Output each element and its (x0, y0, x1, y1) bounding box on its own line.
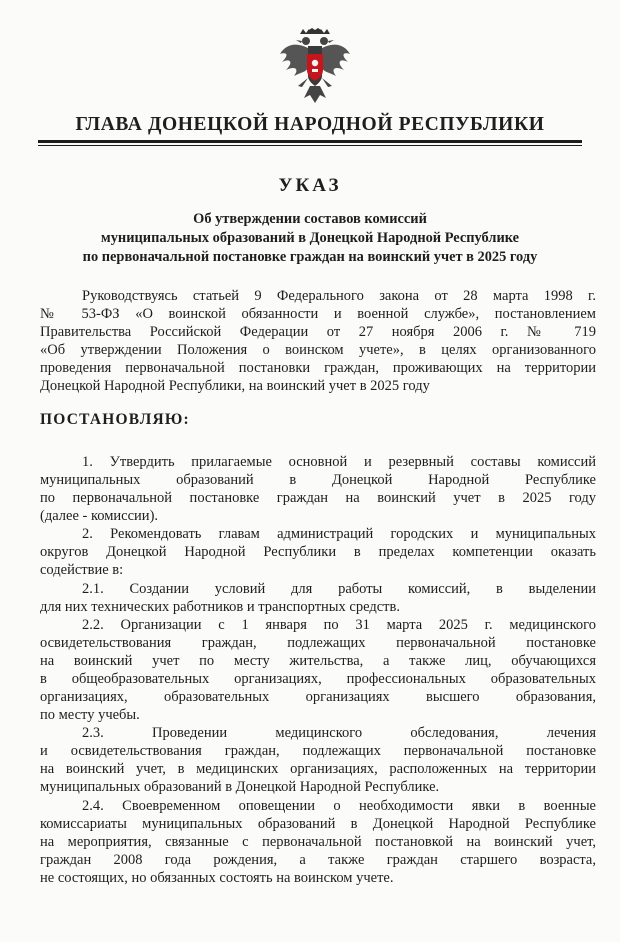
body-line: комиссариаты муниципальных образований в Донецкой Народной Республике (40, 816, 596, 832)
preamble-line: Донецкой Народной Республики, на воинский учет в 2025 году (40, 378, 430, 394)
decree-heading: ПОСТАНОВЛЯЮ: (40, 411, 190, 428)
body-line: для них технических работников и транспортных средств. (40, 599, 400, 615)
document-type: УКАЗ (278, 175, 342, 196)
coat-of-arms-emblem (278, 28, 352, 110)
body-line: 2.4. Своевременном оповещении о необходимости явки в военные (82, 798, 596, 814)
body-line: в общеобразовательных организациях, профессиональных образовательных (40, 671, 596, 687)
title-line: по первоначальной постановке граждан на воинский учет в 2025 году (82, 249, 538, 265)
preamble-line: Правительства Российской Федерации от 27 ноября 2006 г. № 719 (40, 324, 596, 340)
header-divider-thin (38, 145, 582, 146)
body-line: 2.1. Создании условий для работы комиссий, в выделении (82, 581, 596, 597)
body-line: на мероприятия, связанные с первоначальной постановкой на воинский учет, (40, 834, 596, 850)
body-line: не состоящих, но обязанных состоять на воинском учете. (40, 870, 394, 886)
body-line: по первоначальной постановке граждан на воинский учет в 2025 году (40, 490, 596, 506)
header-divider-thick (38, 140, 582, 143)
body-line: (далее - комиссии). (40, 508, 159, 524)
body-line: организациях, образовательных организациях высшего образования, (40, 689, 596, 705)
title-line: муниципальных образований в Донецкой Народной Республике (100, 230, 520, 246)
preamble-line: Руководствуясь статьей 9 Федерального закона от 28 марта 1998 г. (82, 288, 596, 304)
body-line: 1. Утвердить прилагаемые основной и резервный составы комиссий (82, 454, 596, 470)
body-line: муниципальных образований в Донецкой Народной Республике. (40, 779, 440, 795)
body-line: освидетельствования граждан, подлежащих первоначальной постановке (40, 635, 596, 651)
body-line: и освидетельствования граждан, подлежащих первоначальной постановке (40, 743, 596, 759)
document-title (40, 210, 580, 267)
body-line: 2.2. Организации с 1 января по 31 марта 2025 г. медицинского (82, 617, 596, 633)
preamble-line: «Об утверждении Положения о воинском учете», в целях организованного (40, 342, 596, 358)
body-line: 2.3. Проведении медицинского обследования, лечения (82, 725, 596, 741)
preamble-line: проведения первоначальной постановки граждан, проживающих на территории (40, 360, 596, 376)
preamble-line: № 53-ФЗ «О воинской обязанности и военной службе», постановлением (40, 306, 596, 322)
body-line: граждан 2008 года рождения, а также граждан старшего возраста, (40, 852, 596, 868)
title-line: Об утверждении составов комиссий (193, 211, 427, 227)
body-line: на воинский учет, в медицинских организациях, расположенных на территории (40, 761, 596, 777)
body-line: 2. Рекомендовать главам администраций городских и муниципальных (82, 526, 596, 542)
issuing-authority: ГЛАВА ДОНЕЦКОЙ НАРОДНОЙ РЕСПУБЛИКИ (75, 114, 545, 135)
body-line: муниципальных образований в Донецкой Народной Республике (40, 472, 596, 488)
body-line: округов Донецкой Народной Республики в пределах компетенции оказать (40, 544, 596, 560)
body-line: по месту учебы. (40, 707, 140, 723)
body-line: содействие в: (40, 562, 124, 578)
body-line: на воинский учет по месту жительства, а также лиц, обучающихся (40, 653, 596, 669)
